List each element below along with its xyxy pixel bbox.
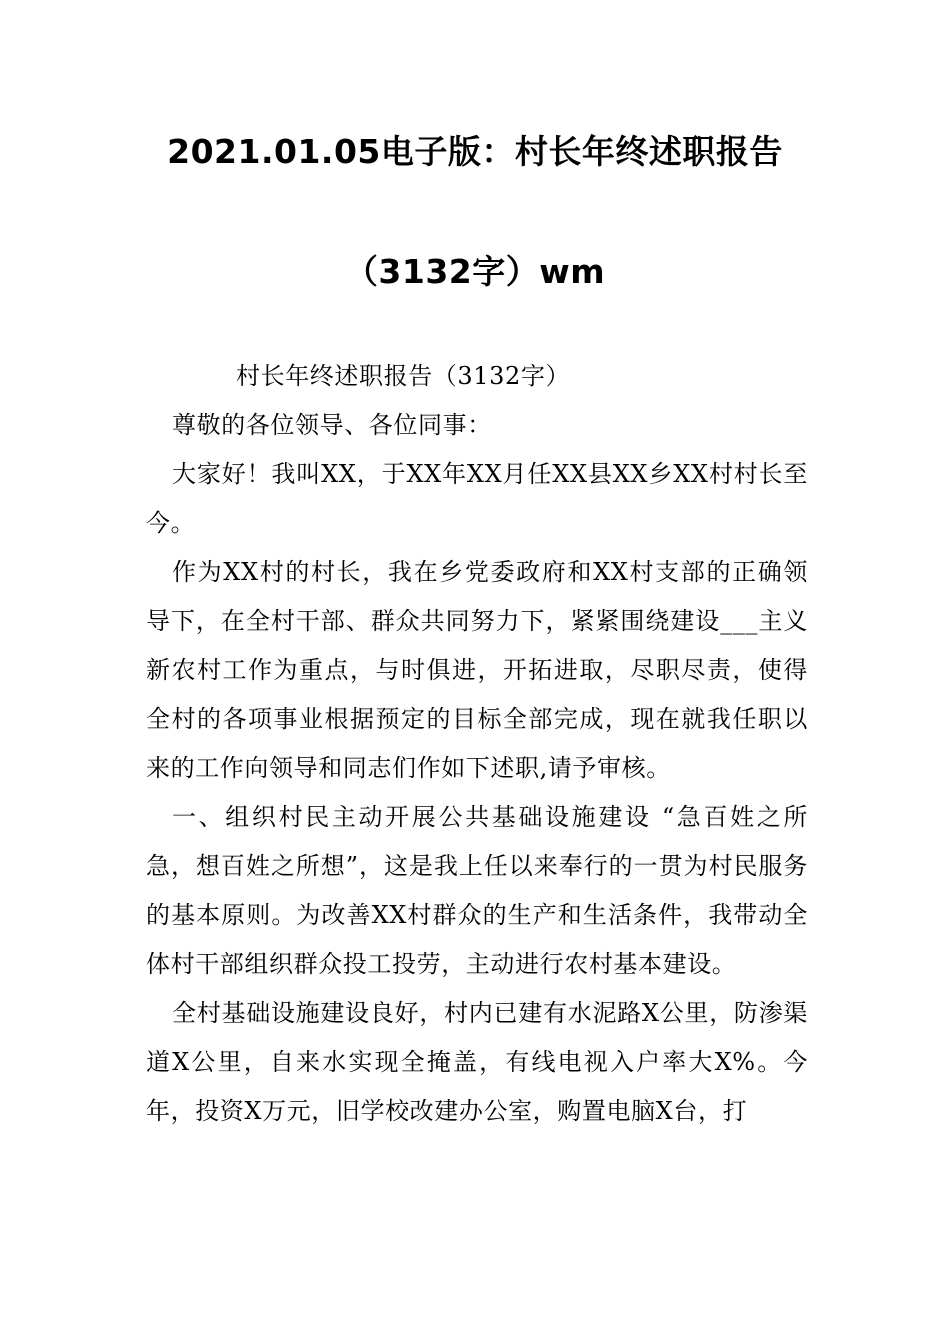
- document-title: 2021.01.05电子版：村长年终述职报告: [167, 132, 783, 171]
- paragraph-overview: 作为XX村的村长，我在乡党委政府和XX村支部的正确领导下，在全村干部、群众共同努力下，紧紧围绕建设___主义新农村工作为重点，与时俱进，开拓进取，尽职尽责，使得全村的各项事业根据预定的目标全部完成，现在就我任职以来的工作向领导和同志们作如下述职,请予审核。: [146, 558, 808, 782]
- paragraph-introduction: 大家好！我叫XX，于XX年XX月任XX县XX乡XX村村长至今。: [146, 460, 808, 537]
- document-body: [146, 352, 808, 1136]
- paragraph-infrastructure: 全村基础设施建设良好，村内已建有水泥路X公里，防渗渠道X公里，自来水实现全掩盖，有线电视入户率大X%。今年，投资X万元，旧学校改建办公室，购置电脑X台，打: [146, 999, 808, 1125]
- paragraph-section-one: 一、组织村民主动开展公共基础设施建设 “急百姓之所急，想百姓之所想”，这是我上任以来奉行的一贯为村民服务的基本原则。为改善XX村群众的生产和生活条件，我带动全体村干部组织群众投工投劳，主动进行农村基本建设。: [146, 803, 808, 978]
- report-subtitle: 村长年终述职报告（3132字）: [236, 362, 571, 390]
- document-title-word-count: （3132字）wm: [344, 252, 606, 291]
- salutation: 尊敬的各位领导、各位同事：: [172, 411, 492, 439]
